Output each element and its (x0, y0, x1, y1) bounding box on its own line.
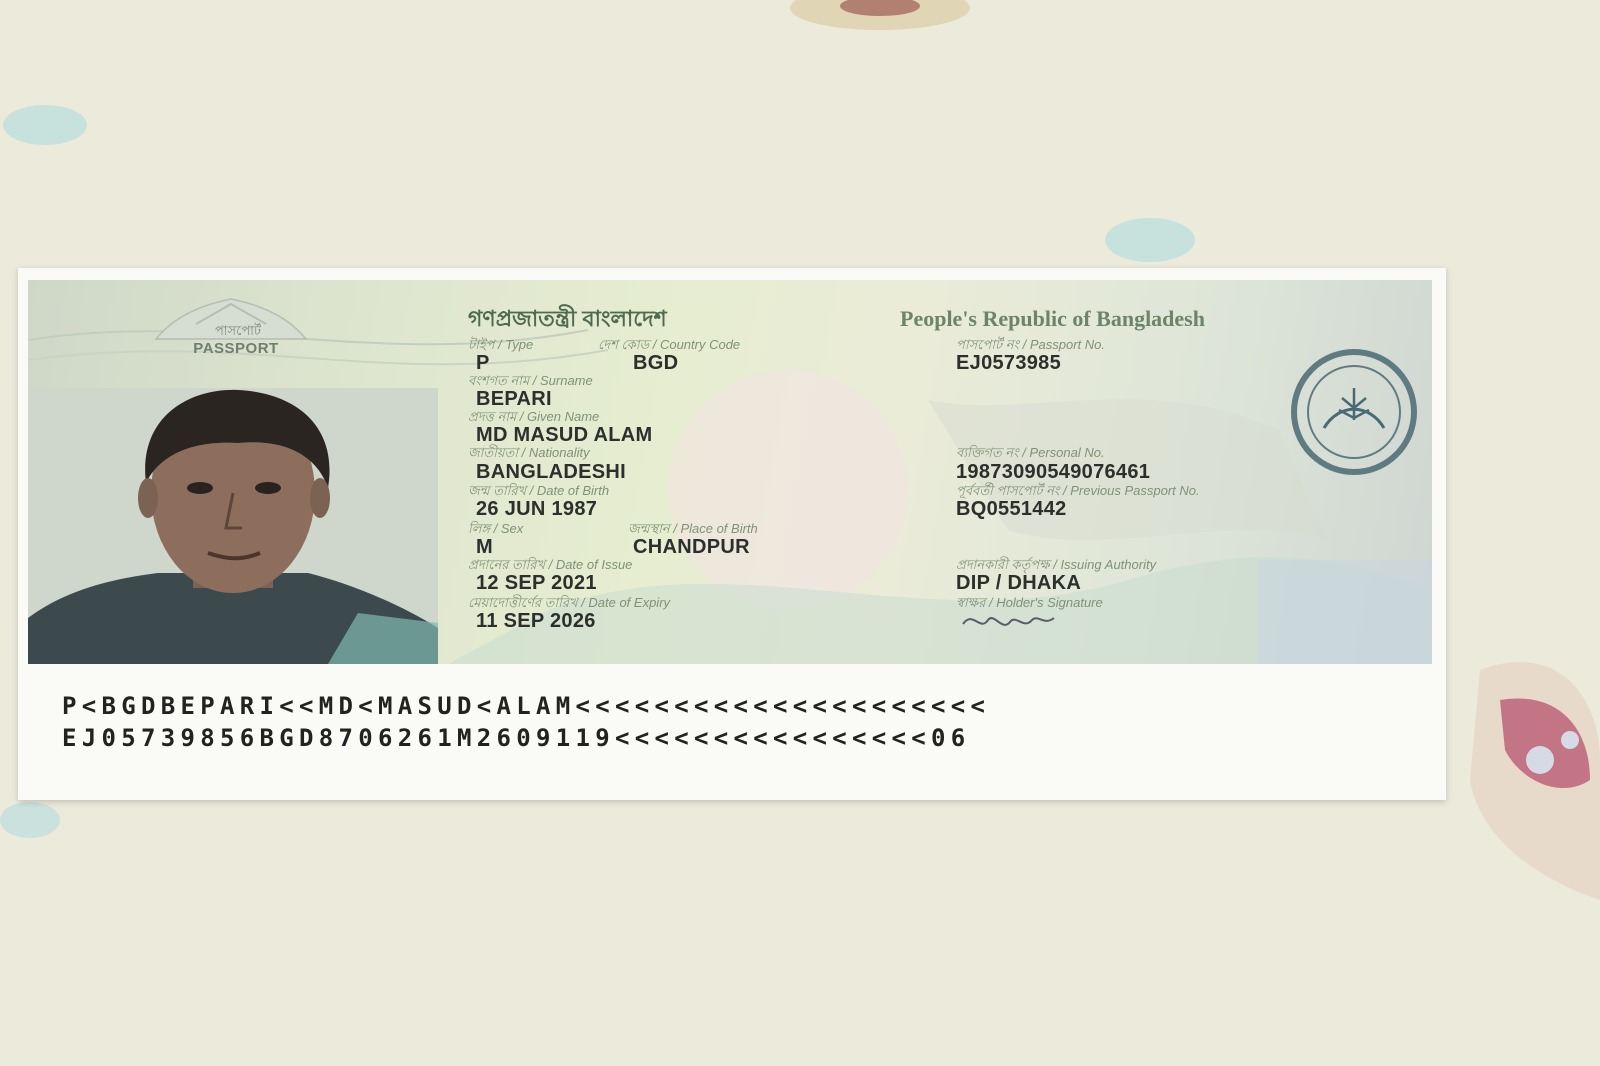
previous-passport-label: পূর্ববর্তী পাসপোর্ট নং / Previous Passport No. (956, 483, 1200, 498)
govt-seal-icon (1244, 348, 1428, 476)
holder-photo (28, 388, 438, 664)
issuing-authority-label: প্রদানকারী কর্তৃপক্ষ / Issuing Authority (956, 557, 1157, 572)
sex-value: M (476, 536, 493, 558)
holder-signature (958, 602, 1088, 642)
badge-label: PASSPORT (193, 340, 279, 357)
type-value: P (476, 352, 490, 374)
mrz-line-1: P<BGDBEPARI<<MD<MASUD<ALAM<<<<<<<<<<<<<<<<<<<<< (62, 692, 991, 720)
country-code-value: BGD (633, 352, 679, 374)
country-name-bengali: গণপ্রজাতন্ত্রী বাংলাদেশ (468, 306, 667, 331)
date-of-issue-value: 12 SEP 2021 (476, 572, 597, 594)
issuing-authority-value: DIP / DHAKA (956, 572, 1082, 594)
country-code-label: দেশ কোড / Country Code (598, 337, 741, 352)
date-of-issue-label: প্রদানের তারিখ / Date of Issue (468, 557, 633, 572)
dob-value: 26 JUN 1987 (476, 498, 598, 520)
nationality-label: জাতীয়তা / Nationality (468, 445, 590, 460)
previous-passport-value: BQ0551442 (956, 498, 1067, 520)
country-name: People's Republic of Bangladesh (900, 306, 1205, 331)
place-of-birth-label: জন্মস্থান / Place of Birth (628, 521, 758, 536)
type-label: টাইপ / Type (468, 337, 534, 352)
signature-label: স্বাক্ষর / Holder's Signature (956, 595, 1103, 610)
passport-no-value: EJ0573985 (956, 352, 1062, 374)
sex-label: লিঙ্গ / Sex (468, 521, 524, 536)
passport-data-page (28, 280, 1432, 664)
surname-value: BEPARI (476, 388, 552, 410)
badge-label-bengali: পাসপোর্ট (214, 323, 262, 338)
dob-label: জন্ম তারিখ / Date of Birth (468, 483, 610, 498)
personal-no-label: ব্যক্তিগত নং / Personal No. (956, 445, 1105, 460)
date-of-expiry-value: 11 SEP 2026 (476, 610, 596, 632)
passport-photocopy (18, 268, 1446, 800)
passport-no-label: পাসপোর্ট নং / Passport No. (956, 337, 1106, 352)
nationality-value: BANGLADESHI (476, 461, 626, 483)
mrz-line-2: EJ05739856BGD8706261M2609119<<<<<<<<<<<<<<<<06 (62, 724, 971, 752)
given-name-value: MD MASUD ALAM (476, 424, 653, 446)
surname-label: বংশগত নাম / Surname (468, 373, 593, 388)
place-of-birth-value: CHANDPUR (633, 536, 750, 558)
given-name-label: প্রদত্ত নাম / Given Name (468, 409, 600, 424)
personal-no-value: 19873090549076461 (956, 461, 1151, 483)
date-of-expiry-label: মেয়াদোত্তীর্ণের তারিখ / Date of Expiry (468, 595, 671, 610)
